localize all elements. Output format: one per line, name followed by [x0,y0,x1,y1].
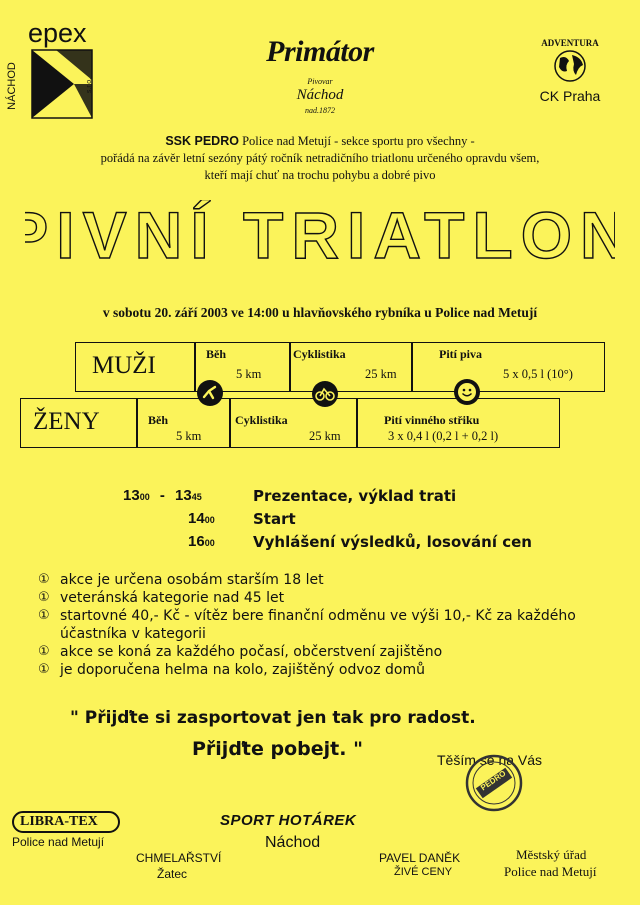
schedule-2-start-min: 00 [204,515,215,525]
sport-hotarek-city: Náchod [265,834,321,851]
schedule-1-end-hour: 13 [175,487,192,504]
rule-text: akce se koná za každého počasí, občerstvení zajištěno [60,644,443,660]
intro-text [40,133,600,184]
men-drink-label: Pití piva [439,347,483,361]
pedro-stamp [463,752,525,814]
sport-hotarek: SPORT HOTÁREK [220,812,357,829]
chmelarstvi: CHMELAŘSTVÍ [136,851,222,865]
organizer-name: SSK PEDRO [165,134,239,148]
men-run-label: Běh [206,347,227,361]
men-bike-cell [290,342,412,392]
rule-text: je doporučena helma na kolo, zajištěný odvoz domů [60,662,425,678]
schedule-3-start-hour: 16 [188,533,205,550]
signature-text: Těším se na Vás [437,752,543,768]
women-bike-value: 25 km [309,429,341,443]
men-drink-value: 5 x 0,5 l (10°) [503,367,573,381]
bicycle-icon [310,379,340,409]
title-text: PIVNÍ TRIATLON [25,200,615,268]
men-drink-cell [412,342,605,392]
men-run-value: 5 km [236,367,262,381]
primator-line2: Náchod [296,87,344,103]
main-title [25,200,615,268]
rule-text: startovné 40,- Kč - vítěz bere finanční odměnu ve výši 10,- Kč za každého [60,608,576,624]
slogan-line-2: Přijďte pobejt. " [192,738,363,760]
schedule-time-2 [188,510,215,527]
schedule-1-dash: - [159,487,165,504]
bullet-icon: ① [38,590,50,605]
bullet-icon: ① [38,572,50,587]
primator-line1: Pivovar [307,77,333,86]
bullet-icon: ① [38,608,50,623]
women-label: ŽENY [33,408,100,435]
intro-line-1-text: Police nad Metují - sekce sportu pro všechny - [242,134,475,148]
libratex-logo [12,811,120,833]
men-category-box [75,342,195,392]
adventura-logo [520,38,620,110]
event-date: v sobotu 20. září 2003 ve 14:00 u hlavňovského rybníka u Police nad Metují [102,305,538,320]
schedule-text-1: Prezentace, výklad trati [253,487,457,505]
schedule-3-start-min: 00 [204,538,215,548]
men-bike-label: Cyklistika [293,347,346,361]
schedule-time-1 [123,487,202,504]
schedule-text-2: Start [253,510,296,528]
intro-line-2: pořádá na závěr letní sezóny pátý ročník netradičního triatlonu určeného opravdu všem, [100,151,540,165]
schedule-1-start-hour: 13 [123,487,140,504]
schedule-1-end-min: 45 [191,492,202,502]
women-category-box [20,398,137,448]
epex-small-text: s.r.o. [86,77,94,94]
women-drink-value: 3 x 0,4 l (0,2 l + 0,2 l) [388,429,499,443]
libratex-brand: LIBRA-TEX [20,814,98,829]
rule-text: účastníka v kategorii [60,626,206,642]
primator-line3: nad.1872 [305,106,335,115]
stamp-text: PEDRO [478,768,508,793]
schedule-text-3: Vyhlášení výsledků, losování cen [253,533,532,551]
adventura-brand: ADVENTURA [541,38,599,48]
women-bike-label: Cyklistika [235,413,288,427]
women-run-value: 5 km [176,429,202,443]
intro-line-1 [40,133,600,150]
primator-logo [245,35,395,130]
libratex-city: Police nad Metují [12,835,105,849]
mestsky-urad-city: Police nad Metují [504,864,597,879]
women-run-label: Běh [148,413,169,427]
epex-side-text: NÁCHOD [5,62,18,110]
running-icon [195,378,225,408]
schedule-time-3 [188,533,215,550]
intro-line-3: kteří mají chuť na trochu pohybu a dobré pivo [204,168,436,182]
epex-brand: epex [28,18,87,48]
men-label: MUŽI [92,352,156,379]
women-drink-label: Pití vinného střiku [384,413,480,427]
rule-text: akce je určena osobám starším 18 let [60,572,324,588]
smiley-icon [452,377,482,407]
globe-icon [552,49,588,83]
epex-logo [5,18,102,122]
pavel-danek: PAVEL DANĚK [379,851,461,865]
rule-text: veteránská kategorie nad 45 let [60,590,285,606]
bullet-icon: ① [38,662,50,677]
chmelarstvi-city: Žatec [157,867,188,881]
pavel-danek-sub: ŽIVÉ CENY [394,866,453,878]
adventura-name: CK Praha [539,88,601,104]
bullet-icon: ① [38,644,50,659]
primator-brand: Primátor [266,35,374,68]
schedule-2-start-hour: 14 [188,510,205,527]
slogan-line-1: " Přijďte si zasportovat jen tak pro radost. [70,708,476,728]
mestsky-urad: Městský úřad [516,847,587,862]
schedule-1-start-min: 00 [139,492,150,502]
title-outline [25,200,615,268]
men-bike-value: 25 km [365,367,397,381]
